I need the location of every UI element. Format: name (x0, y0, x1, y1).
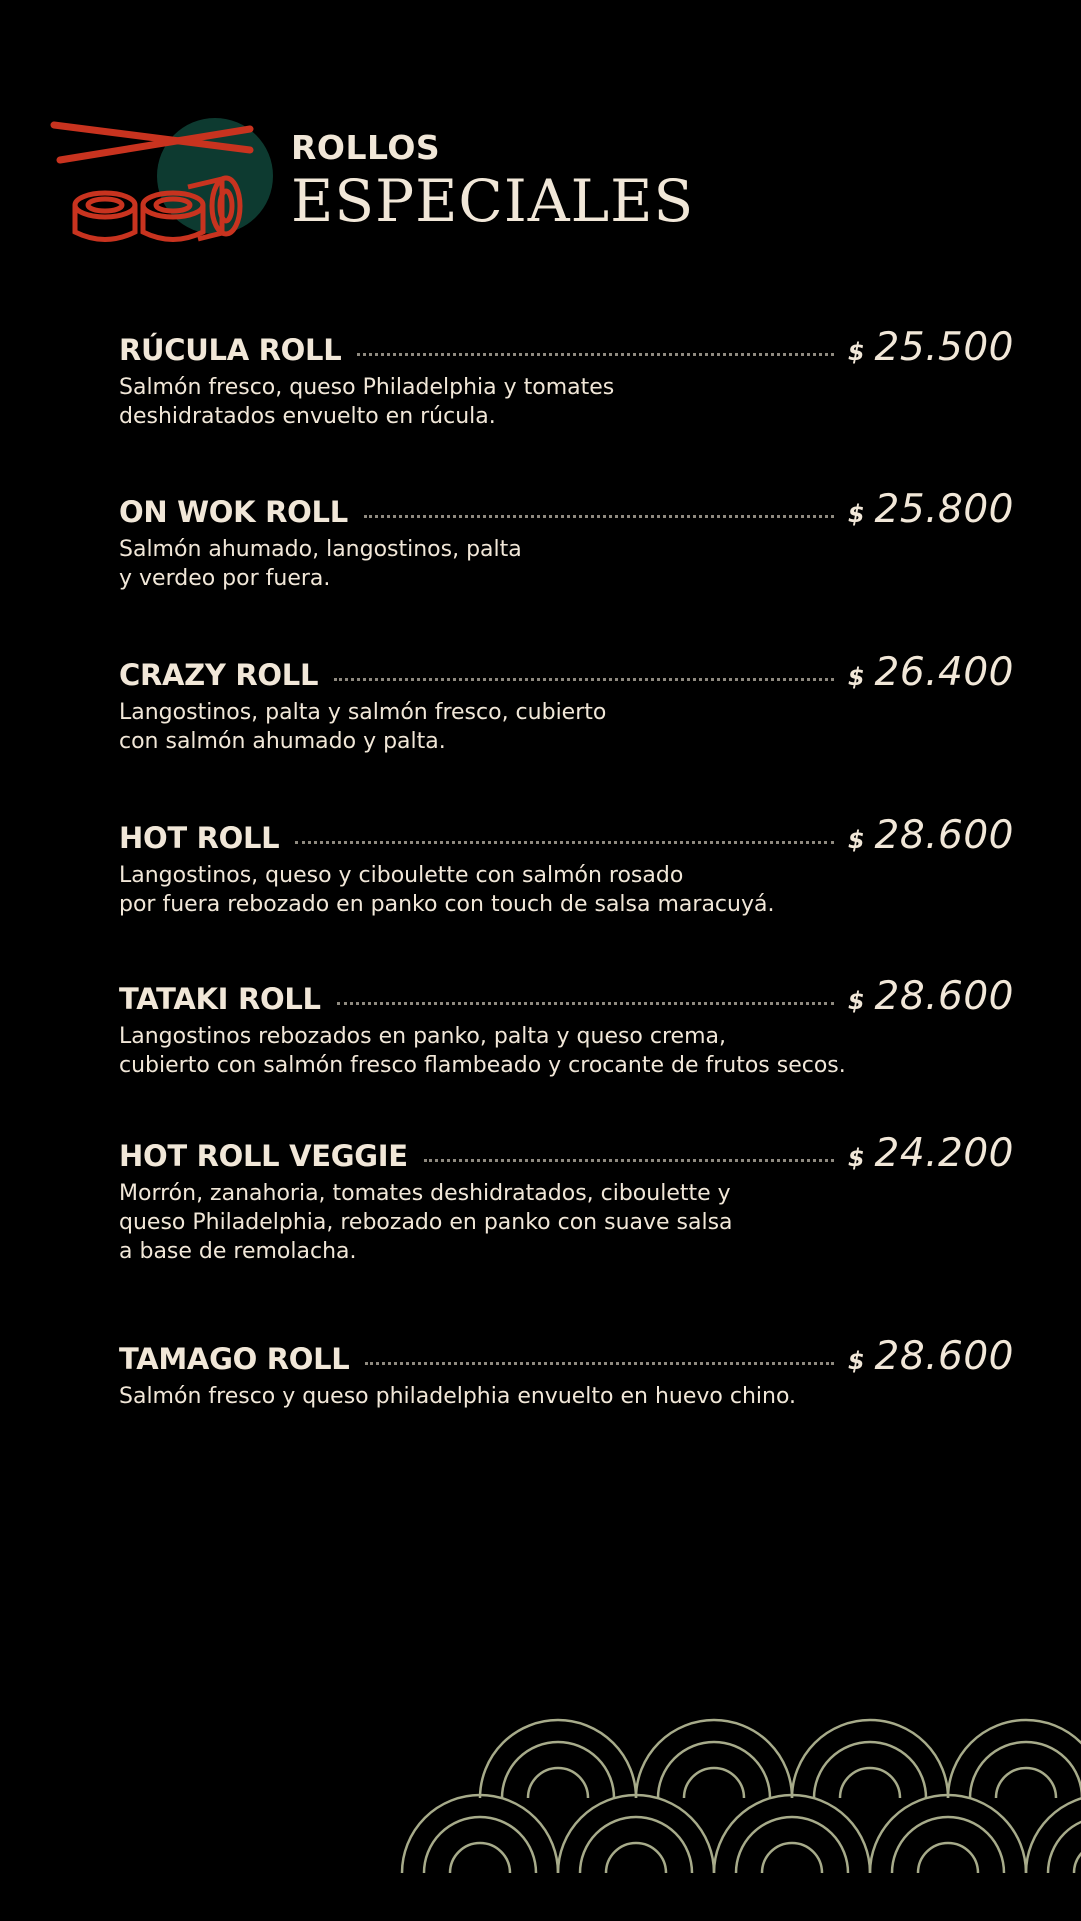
price-amount: 25.500 (874, 325, 1014, 370)
item-price (848, 650, 1014, 695)
item-price (848, 1334, 1014, 1379)
currency-symbol: $ (847, 1144, 865, 1172)
currency-symbol: $ (847, 1347, 865, 1375)
price-amount: 28.600 (874, 813, 1014, 858)
item-price (848, 1131, 1014, 1176)
item-description: Salmón fresco, queso Philadelphia y tomates deshidratados envuelto en rúcula. (119, 375, 615, 429)
menu-item-crazy-roll (119, 650, 1014, 756)
menu-item-hot-roll (119, 813, 1014, 919)
item-description: Langostinos, queso y ciboulette con salmón rosado por fuera rebozado en panko con touch de salsa maracuyá. (119, 863, 775, 917)
sushi-chopsticks-icon (50, 115, 280, 250)
item-name: RÚCULA ROLL (119, 333, 342, 367)
heading-top: ROLLOS (291, 128, 441, 167)
item-price (848, 974, 1014, 1019)
heading-main: ESPECIALES (291, 167, 695, 235)
currency-symbol: $ (847, 338, 865, 366)
currency-symbol: $ (847, 826, 865, 854)
item-name: TAMAGO ROLL (119, 1342, 350, 1376)
item-name: HOT ROLL VEGGIE (119, 1139, 408, 1173)
menu-item-tamago-roll (119, 1334, 1014, 1411)
price-amount: 28.600 (874, 974, 1014, 1019)
item-name: TATAKI ROLL (119, 982, 321, 1016)
item-name: HOT ROLL (119, 821, 280, 855)
menu-item-hot-roll-veggie (119, 1131, 1014, 1266)
price-amount: 26.400 (874, 650, 1014, 695)
dotted-leader (364, 515, 834, 518)
item-price (848, 487, 1014, 532)
price-amount: 24.200 (874, 1131, 1014, 1176)
section-heading (291, 128, 695, 235)
item-name: CRAZY ROLL (119, 658, 319, 692)
price-amount: 28.600 (874, 1334, 1014, 1379)
dotted-leader (365, 1362, 833, 1365)
price-amount: 25.800 (874, 487, 1014, 532)
item-description: Salmón fresco y queso philadelphia envuelto en huevo chino. (119, 1384, 797, 1409)
item-price (848, 325, 1014, 370)
currency-symbol: $ (847, 987, 865, 1015)
dotted-leader (334, 678, 834, 681)
menu-item-rucula-roll (119, 325, 1014, 431)
currency-symbol: $ (847, 663, 865, 691)
item-description: Salmón ahumado, langostinos, palta y verdeo por fuera. (119, 537, 522, 591)
menu-item-on-wok-roll (119, 487, 1014, 593)
dotted-leader (424, 1159, 834, 1162)
dotted-leader (337, 1002, 834, 1005)
currency-symbol: $ (847, 500, 865, 528)
seigaiha-wave-pattern (390, 1700, 1081, 1880)
item-price (848, 813, 1014, 858)
menu-item-tataki-roll (119, 974, 1014, 1080)
item-description: Langostinos rebozados en panko, palta y queso crema, cubierto con salmón fresco flambeado y crocante de frutos secos. (119, 1024, 846, 1078)
dotted-leader (357, 353, 833, 356)
item-description: Morrón, zanahoria, tomates deshidratados, ciboulette y queso Philadelphia, rebozado en panko con suave salsa a base de remolacha. (119, 1181, 733, 1264)
dotted-leader (295, 841, 833, 844)
item-name: ON WOK ROLL (119, 495, 348, 529)
item-description: Langostinos, palta y salmón fresco, cubierto con salmón ahumado y palta. (119, 700, 607, 754)
